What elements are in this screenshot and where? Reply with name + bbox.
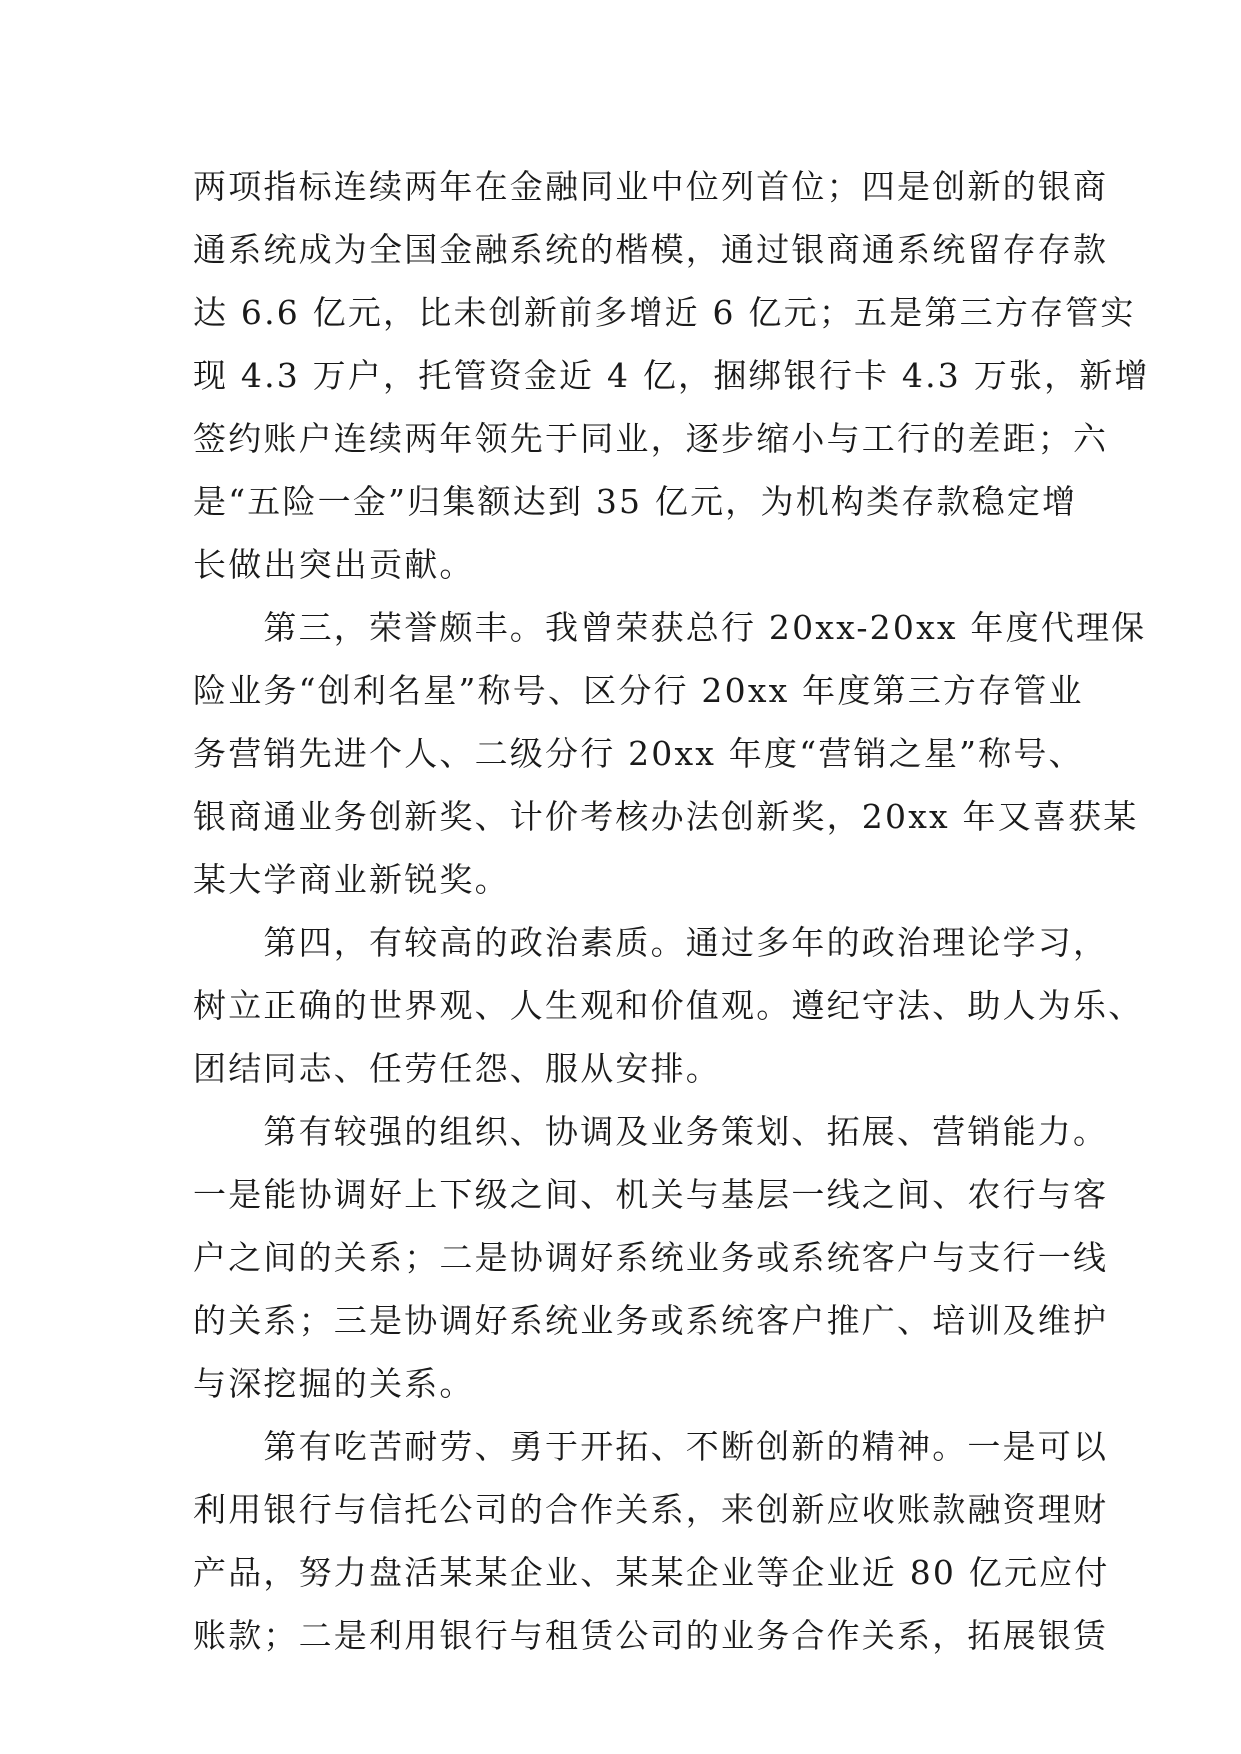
text-line: 树立正确的世界观、人生观和价值观。遵纪守法、助人为乐、 [193, 986, 1144, 1025]
text-line: 第有吃苦耐劳、勇于开拓、不断创新的精神。一是可以 [193, 1427, 1109, 1466]
text-line: 第四，有较高的政治素质。通过多年的政治理论学习， [193, 923, 1109, 962]
text-line: 务营销先进个人、二级分行 20xx 年度“营销之星”称号、 [193, 734, 1084, 773]
text-line: 现 4.3 万户，托管资金近 4 亿，捆绑银行卡 4.3 万张，新增 [193, 356, 1150, 395]
text-line: 户之间的关系；二是协调好系统业务或系统客户与支行一线 [193, 1238, 1109, 1277]
text-line: 账款；二是利用银行与租赁公司的业务合作关系，拓展银赁 [193, 1616, 1109, 1655]
text-line: 通系统成为全国金融系统的楷模，通过银商通系统留存存款 [193, 230, 1109, 269]
text-line: 一是能协调好上下级之间、机关与基层一线之间、农行与客 [193, 1175, 1109, 1214]
text-line: 产品，努力盘活某某企业、某某企业等企业近 80 亿元应付 [193, 1553, 1110, 1592]
text-line: 险业务“创利名星”称号、区分行 20xx 年度第三方存管业 [193, 671, 1084, 710]
text-line: 银商通业务创新奖、计价考核办法创新奖，20xx 年又喜获某 [193, 797, 1139, 836]
text-line: 第有较强的组织、协调及业务策划、拓展、营销能力。 [193, 1112, 1109, 1151]
text-line: 签约账户连续两年领先于同业，逐步缩小与工行的差距；六 [193, 419, 1109, 458]
text-line: 的关系；三是协调好系统业务或系统客户推广、培训及维护 [193, 1301, 1109, 1340]
text-line: 长做出突出贡献。 [193, 545, 475, 584]
text-line: 达 6.6 亿元，比未创新前多增近 6 亿元；五是第三方存管实 [193, 293, 1136, 332]
text-line: 是“五险一金”归集额达到 35 亿元，为机构类存款稳定增 [193, 482, 1078, 521]
text-line: 团结同志、任劳任怨、服从安排。 [193, 1049, 721, 1088]
text-line: 某大学商业新锐奖。 [193, 860, 510, 899]
text-line: 两项指标连续两年在金融同业中位列首位；四是创新的银商 [193, 167, 1109, 206]
text-line: 与深挖掘的关系。 [193, 1364, 475, 1403]
text-line: 利用银行与信托公司的合作关系，来创新应收账款融资理财 [193, 1490, 1109, 1529]
text-line: 第三，荣誉颇丰。我曾荣获总行 20xx-20xx 年度代理保 [193, 608, 1147, 647]
